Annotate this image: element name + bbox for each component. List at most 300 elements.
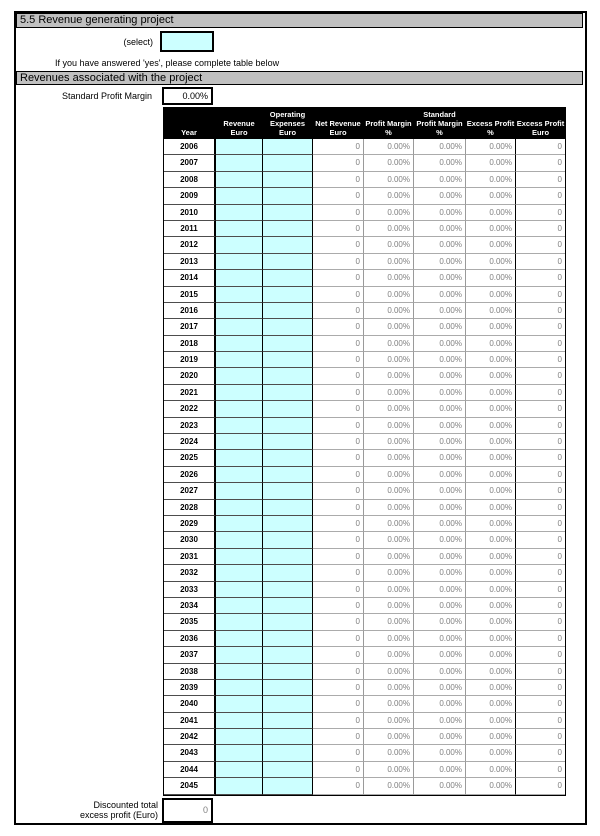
net-revenue-cell: 0 bbox=[313, 713, 364, 729]
profit-margin-cell: 0.00% bbox=[364, 401, 414, 417]
profit-margin-cell: 0.00% bbox=[364, 516, 414, 532]
operating-expenses-input-cell[interactable] bbox=[263, 336, 313, 352]
year-cell: 2033 bbox=[164, 582, 216, 598]
excess-profit-euro-cell: 0 bbox=[516, 778, 565, 794]
revenue-input-cell[interactable] bbox=[216, 450, 263, 466]
table-row bbox=[164, 664, 565, 680]
excess-profit-pct-cell: 0.00% bbox=[466, 336, 516, 352]
excess-profit-euro-cell: 0 bbox=[516, 139, 565, 155]
standard-profit-margin-cell: 0.00% bbox=[414, 516, 466, 532]
standard-profit-margin-cell: 0.00% bbox=[414, 614, 466, 630]
operating-expenses-input-cell[interactable] bbox=[263, 532, 313, 548]
excess-profit-pct-cell: 0.00% bbox=[466, 188, 516, 204]
operating-expenses-input-cell[interactable] bbox=[263, 172, 313, 188]
revenue-input-cell[interactable] bbox=[216, 647, 263, 663]
standard-profit-margin-cell: 0.00% bbox=[414, 319, 466, 335]
revenue-input-cell[interactable] bbox=[216, 237, 263, 253]
profit-margin-cell: 0.00% bbox=[364, 696, 414, 712]
profit-margin-cell: 0.00% bbox=[364, 450, 414, 466]
profit-margin-cell: 0.00% bbox=[364, 549, 414, 565]
excess-profit-euro-cell: 0 bbox=[516, 434, 565, 450]
column-header-operating-expenses: Operating Expenses Euro bbox=[263, 107, 313, 139]
revenue-input-cell[interactable] bbox=[216, 729, 263, 745]
revenue-input-cell[interactable] bbox=[216, 139, 263, 155]
revenue-input-cell[interactable] bbox=[216, 762, 263, 778]
table-row bbox=[164, 565, 565, 581]
excess-profit-euro-cell: 0 bbox=[516, 188, 565, 204]
operating-expenses-input-cell[interactable] bbox=[263, 418, 313, 434]
excess-profit-euro-cell: 0 bbox=[516, 483, 565, 499]
net-revenue-cell: 0 bbox=[313, 368, 364, 384]
year-cell: 2041 bbox=[164, 713, 216, 729]
net-revenue-cell: 0 bbox=[313, 467, 364, 483]
excess-profit-pct-cell: 0.00% bbox=[466, 696, 516, 712]
excess-profit-euro-cell: 0 bbox=[516, 598, 565, 614]
net-revenue-cell: 0 bbox=[313, 237, 364, 253]
column-header-excess-profit-pct: Excess Profit % bbox=[466, 107, 516, 139]
standard-profit-margin-cell: 0.00% bbox=[414, 139, 466, 155]
year-cell: 2030 bbox=[164, 532, 216, 548]
table-row bbox=[164, 319, 565, 335]
year-cell: 2022 bbox=[164, 401, 216, 417]
profit-margin-cell: 0.00% bbox=[364, 287, 414, 303]
table-row bbox=[164, 352, 565, 368]
table-row bbox=[164, 582, 565, 598]
profit-margin-cell: 0.00% bbox=[364, 270, 414, 286]
excess-profit-pct-cell: 0.00% bbox=[466, 532, 516, 548]
revenue-input-cell[interactable] bbox=[216, 549, 263, 565]
year-cell: 2042 bbox=[164, 729, 216, 745]
standard-profit-margin-cell: 0.00% bbox=[414, 549, 466, 565]
year-cell: 2018 bbox=[164, 336, 216, 352]
revenue-input-cell[interactable] bbox=[216, 287, 263, 303]
excess-profit-euro-cell: 0 bbox=[516, 614, 565, 630]
excess-profit-euro-cell: 0 bbox=[516, 500, 565, 516]
excess-profit-pct-cell: 0.00% bbox=[466, 352, 516, 368]
net-revenue-cell: 0 bbox=[313, 532, 364, 548]
net-revenue-cell: 0 bbox=[313, 565, 364, 581]
standard-profit-margin-cell: 0.00% bbox=[414, 565, 466, 581]
net-revenue-cell: 0 bbox=[313, 352, 364, 368]
operating-expenses-input-cell[interactable] bbox=[263, 401, 313, 417]
profit-margin-cell: 0.00% bbox=[364, 598, 414, 614]
operating-expenses-input-cell[interactable] bbox=[263, 762, 313, 778]
revenue-input-cell[interactable] bbox=[216, 713, 263, 729]
standard-profit-margin-cell: 0.00% bbox=[414, 483, 466, 499]
standard-profit-margin-cell: 0.00% bbox=[414, 450, 466, 466]
operating-expenses-input-cell[interactable] bbox=[263, 565, 313, 581]
revenue-input-cell[interactable] bbox=[216, 172, 263, 188]
table-row bbox=[164, 762, 565, 778]
excess-profit-pct-cell: 0.00% bbox=[466, 467, 516, 483]
net-revenue-cell: 0 bbox=[313, 500, 364, 516]
excess-profit-pct-cell: 0.00% bbox=[466, 516, 516, 532]
discounted-total-value: 0 bbox=[162, 798, 213, 823]
revenue-input-cell[interactable] bbox=[216, 565, 263, 581]
excess-profit-pct-cell: 0.00% bbox=[466, 664, 516, 680]
profit-margin-cell: 0.00% bbox=[364, 467, 414, 483]
excess-profit-euro-cell: 0 bbox=[516, 664, 565, 680]
standard-profit-margin-cell: 0.00% bbox=[414, 762, 466, 778]
standard-profit-margin-cell: 0.00% bbox=[414, 631, 466, 647]
operating-expenses-input-cell[interactable] bbox=[263, 778, 313, 794]
standard-profit-margin-cell: 0.00% bbox=[414, 729, 466, 745]
profit-margin-cell: 0.00% bbox=[364, 500, 414, 516]
year-cell: 2009 bbox=[164, 188, 216, 204]
standard-profit-margin-cell: 0.00% bbox=[414, 467, 466, 483]
table-row bbox=[164, 385, 565, 401]
profit-margin-cell: 0.00% bbox=[364, 172, 414, 188]
excess-profit-pct-cell: 0.00% bbox=[466, 270, 516, 286]
excess-profit-pct-cell: 0.00% bbox=[466, 237, 516, 253]
revenue-input-cell[interactable] bbox=[216, 188, 263, 204]
standard-profit-margin-cell: 0.00% bbox=[414, 303, 466, 319]
standard-profit-margin-cell: 0.00% bbox=[414, 647, 466, 663]
operating-expenses-input-cell[interactable] bbox=[263, 664, 313, 680]
net-revenue-cell: 0 bbox=[313, 385, 364, 401]
revenue-input-cell[interactable] bbox=[216, 385, 263, 401]
profit-margin-cell: 0.00% bbox=[364, 647, 414, 663]
operating-expenses-input-cell[interactable] bbox=[263, 434, 313, 450]
operating-expenses-input-cell[interactable] bbox=[263, 696, 313, 712]
operating-expenses-input-cell[interactable] bbox=[263, 237, 313, 253]
profit-margin-cell: 0.00% bbox=[364, 221, 414, 237]
excess-profit-pct-cell: 0.00% bbox=[466, 385, 516, 401]
revenue-input-cell[interactable] bbox=[216, 155, 263, 171]
year-cell: 2010 bbox=[164, 205, 216, 221]
table-row bbox=[164, 254, 565, 270]
profit-margin-cell: 0.00% bbox=[364, 254, 414, 270]
standard-profit-margin-cell: 0.00% bbox=[414, 434, 466, 450]
excess-profit-pct-cell: 0.00% bbox=[466, 139, 516, 155]
standard-profit-margin-cell: 0.00% bbox=[414, 155, 466, 171]
table-row bbox=[164, 336, 565, 352]
profit-margin-cell: 0.00% bbox=[364, 319, 414, 335]
net-revenue-cell: 0 bbox=[313, 434, 364, 450]
net-revenue-cell: 0 bbox=[313, 287, 364, 303]
table-row bbox=[164, 647, 565, 663]
revenue-input-cell[interactable] bbox=[216, 434, 263, 450]
operating-expenses-input-cell[interactable] bbox=[263, 188, 313, 204]
standard-profit-margin-cell: 0.00% bbox=[414, 713, 466, 729]
select-input[interactable] bbox=[160, 31, 214, 52]
revenue-input-cell[interactable] bbox=[216, 631, 263, 647]
operating-expenses-input-cell[interactable] bbox=[263, 205, 313, 221]
excess-profit-pct-cell: 0.00% bbox=[466, 303, 516, 319]
profit-margin-cell: 0.00% bbox=[364, 139, 414, 155]
year-cell: 2012 bbox=[164, 237, 216, 253]
standard-profit-margin-cell: 0.00% bbox=[414, 680, 466, 696]
revenue-input-cell[interactable] bbox=[216, 664, 263, 680]
excess-profit-pct-cell: 0.00% bbox=[466, 401, 516, 417]
excess-profit-pct-cell: 0.00% bbox=[466, 205, 516, 221]
excess-profit-pct-cell: 0.00% bbox=[466, 155, 516, 171]
standard-profit-margin-cell: 0.00% bbox=[414, 696, 466, 712]
profit-margin-cell: 0.00% bbox=[364, 483, 414, 499]
excess-profit-pct-cell: 0.00% bbox=[466, 598, 516, 614]
revenue-input-cell[interactable] bbox=[216, 254, 263, 270]
revenue-input-cell[interactable] bbox=[216, 352, 263, 368]
year-cell: 2031 bbox=[164, 549, 216, 565]
profit-margin-cell: 0.00% bbox=[364, 336, 414, 352]
year-cell: 2014 bbox=[164, 270, 216, 286]
column-header-profit-margin: Profit Margin % bbox=[364, 107, 414, 139]
profit-margin-cell: 0.00% bbox=[364, 762, 414, 778]
operating-expenses-input-cell[interactable] bbox=[263, 254, 313, 270]
table-row bbox=[164, 450, 565, 466]
standard-profit-margin-label: Standard Profit Margin bbox=[61, 91, 152, 101]
standard-profit-margin-cell: 0.00% bbox=[414, 172, 466, 188]
excess-profit-pct-cell: 0.00% bbox=[466, 680, 516, 696]
excess-profit-euro-cell: 0 bbox=[516, 155, 565, 171]
column-header-excess-profit-euro: Excess Profit Euro bbox=[516, 119, 565, 137]
excess-profit-euro-cell: 0 bbox=[516, 549, 565, 565]
excess-profit-euro-cell: 0 bbox=[516, 680, 565, 696]
net-revenue-cell: 0 bbox=[313, 549, 364, 565]
operating-expenses-input-cell[interactable] bbox=[263, 139, 313, 155]
excess-profit-euro-cell: 0 bbox=[516, 254, 565, 270]
profit-margin-cell: 0.00% bbox=[364, 532, 414, 548]
excess-profit-euro-cell: 0 bbox=[516, 401, 565, 417]
table-row bbox=[164, 434, 565, 450]
excess-profit-pct-cell: 0.00% bbox=[466, 500, 516, 516]
net-revenue-cell: 0 bbox=[313, 303, 364, 319]
standard-profit-margin-cell: 0.00% bbox=[414, 664, 466, 680]
net-revenue-cell: 0 bbox=[313, 631, 364, 647]
net-revenue-cell: 0 bbox=[313, 598, 364, 614]
table-row bbox=[164, 287, 565, 303]
excess-profit-pct-cell: 0.00% bbox=[466, 418, 516, 434]
excess-profit-euro-cell: 0 bbox=[516, 270, 565, 286]
profit-margin-cell: 0.00% bbox=[364, 664, 414, 680]
operating-expenses-input-cell[interactable] bbox=[263, 614, 313, 630]
revenue-input-cell[interactable] bbox=[216, 516, 263, 532]
standard-profit-margin-cell: 0.00% bbox=[414, 221, 466, 237]
table-row bbox=[164, 680, 565, 696]
operating-expenses-input-cell[interactable] bbox=[263, 516, 313, 532]
excess-profit-pct-cell: 0.00% bbox=[466, 631, 516, 647]
revenue-input-cell[interactable] bbox=[216, 598, 263, 614]
operating-expenses-input-cell[interactable] bbox=[263, 287, 313, 303]
net-revenue-cell: 0 bbox=[313, 270, 364, 286]
profit-margin-cell: 0.00% bbox=[364, 680, 414, 696]
year-cell: 2032 bbox=[164, 565, 216, 581]
year-cell: 2045 bbox=[164, 778, 216, 794]
table-body bbox=[164, 139, 565, 795]
excess-profit-euro-cell: 0 bbox=[516, 582, 565, 598]
select-label: (select) bbox=[123, 37, 153, 47]
revenue-input-cell[interactable] bbox=[216, 319, 263, 335]
revenue-input-cell[interactable] bbox=[216, 696, 263, 712]
operating-expenses-input-cell[interactable] bbox=[263, 352, 313, 368]
revenues-table bbox=[163, 107, 566, 796]
year-cell: 2023 bbox=[164, 418, 216, 434]
net-revenue-cell: 0 bbox=[313, 450, 364, 466]
excess-profit-pct-cell: 0.00% bbox=[466, 729, 516, 745]
operating-expenses-input-cell[interactable] bbox=[263, 500, 313, 516]
column-header-year: Year bbox=[164, 107, 216, 139]
profit-margin-cell: 0.00% bbox=[364, 303, 414, 319]
net-revenue-cell: 0 bbox=[313, 516, 364, 532]
excess-profit-euro-cell: 0 bbox=[516, 467, 565, 483]
excess-profit-pct-cell: 0.00% bbox=[466, 762, 516, 778]
net-revenue-cell: 0 bbox=[313, 155, 364, 171]
operating-expenses-input-cell[interactable] bbox=[263, 467, 313, 483]
profit-margin-cell: 0.00% bbox=[364, 205, 414, 221]
excess-profit-pct-cell: 0.00% bbox=[466, 778, 516, 794]
standard-profit-margin-cell: 0.00% bbox=[414, 287, 466, 303]
table-row bbox=[164, 614, 565, 630]
year-cell: 2016 bbox=[164, 303, 216, 319]
table-row bbox=[164, 188, 565, 204]
standard-profit-margin-cell: 0.00% bbox=[414, 418, 466, 434]
table-row bbox=[164, 745, 565, 761]
revenue-input-cell[interactable] bbox=[216, 368, 263, 384]
revenue-input-cell[interactable] bbox=[216, 614, 263, 630]
net-revenue-cell: 0 bbox=[313, 172, 364, 188]
operating-expenses-input-cell[interactable] bbox=[263, 303, 313, 319]
net-revenue-cell: 0 bbox=[313, 582, 364, 598]
operating-expenses-input-cell[interactable] bbox=[263, 631, 313, 647]
excess-profit-euro-cell: 0 bbox=[516, 237, 565, 253]
operating-expenses-input-cell[interactable] bbox=[263, 745, 313, 761]
operating-expenses-input-cell[interactable] bbox=[263, 319, 313, 335]
table-row bbox=[164, 368, 565, 384]
revenue-input-cell[interactable] bbox=[216, 745, 263, 761]
revenue-input-cell[interactable] bbox=[216, 778, 263, 794]
standard-profit-margin-input[interactable]: 0.00% bbox=[162, 87, 213, 105]
year-cell: 2019 bbox=[164, 352, 216, 368]
column-header-revenue: Revenue Euro bbox=[216, 107, 263, 139]
excess-profit-euro-cell: 0 bbox=[516, 631, 565, 647]
excess-profit-pct-cell: 0.00% bbox=[466, 713, 516, 729]
net-revenue-cell: 0 bbox=[313, 664, 364, 680]
table-row bbox=[164, 516, 565, 532]
net-revenue-cell: 0 bbox=[313, 680, 364, 696]
profit-margin-cell: 0.00% bbox=[364, 582, 414, 598]
table-row bbox=[164, 418, 565, 434]
profit-margin-cell: 0.00% bbox=[364, 155, 414, 171]
excess-profit-pct-cell: 0.00% bbox=[466, 565, 516, 581]
operating-expenses-input-cell[interactable] bbox=[263, 647, 313, 663]
excess-profit-euro-cell: 0 bbox=[516, 418, 565, 434]
revenue-input-cell[interactable] bbox=[216, 270, 263, 286]
revenue-input-cell[interactable] bbox=[216, 401, 263, 417]
operating-expenses-input-cell[interactable] bbox=[263, 549, 313, 565]
revenue-input-cell[interactable] bbox=[216, 303, 263, 319]
standard-profit-margin-cell: 0.00% bbox=[414, 582, 466, 598]
table-row bbox=[164, 778, 565, 794]
operating-expenses-input-cell[interactable] bbox=[263, 598, 313, 614]
operating-expenses-input-cell[interactable] bbox=[263, 368, 313, 384]
operating-expenses-input-cell[interactable] bbox=[263, 680, 313, 696]
standard-profit-margin-cell: 0.00% bbox=[414, 401, 466, 417]
excess-profit-pct-cell: 0.00% bbox=[466, 368, 516, 384]
revenue-input-cell[interactable] bbox=[216, 582, 263, 598]
profit-margin-cell: 0.00% bbox=[364, 713, 414, 729]
revenue-input-cell[interactable] bbox=[216, 336, 263, 352]
profit-margin-cell: 0.00% bbox=[364, 434, 414, 450]
year-cell: 2028 bbox=[164, 500, 216, 516]
net-revenue-cell: 0 bbox=[313, 319, 364, 335]
profit-margin-cell: 0.00% bbox=[364, 385, 414, 401]
excess-profit-euro-cell: 0 bbox=[516, 172, 565, 188]
operating-expenses-input-cell[interactable] bbox=[263, 483, 313, 499]
operating-expenses-input-cell[interactable] bbox=[263, 385, 313, 401]
net-revenue-cell: 0 bbox=[313, 254, 364, 270]
excess-profit-pct-cell: 0.00% bbox=[466, 254, 516, 270]
year-cell: 2020 bbox=[164, 368, 216, 384]
operating-expenses-input-cell[interactable] bbox=[263, 221, 313, 237]
standard-profit-margin-cell: 0.00% bbox=[414, 205, 466, 221]
standard-profit-margin-cell: 0.00% bbox=[414, 352, 466, 368]
year-cell: 2021 bbox=[164, 385, 216, 401]
net-revenue-cell: 0 bbox=[313, 614, 364, 630]
excess-profit-pct-cell: 0.00% bbox=[466, 221, 516, 237]
year-cell: 2011 bbox=[164, 221, 216, 237]
excess-profit-euro-cell: 0 bbox=[516, 647, 565, 663]
table-row bbox=[164, 631, 565, 647]
operating-expenses-input-cell[interactable] bbox=[263, 155, 313, 171]
excess-profit-pct-cell: 0.00% bbox=[466, 172, 516, 188]
standard-profit-margin-cell: 0.00% bbox=[414, 745, 466, 761]
operating-expenses-input-cell[interactable] bbox=[263, 713, 313, 729]
net-revenue-cell: 0 bbox=[313, 778, 364, 794]
profit-margin-cell: 0.00% bbox=[364, 352, 414, 368]
net-revenue-cell: 0 bbox=[313, 483, 364, 499]
table-row bbox=[164, 270, 565, 286]
operating-expenses-input-cell[interactable] bbox=[263, 270, 313, 286]
net-revenue-cell: 0 bbox=[313, 139, 364, 155]
year-cell: 2035 bbox=[164, 614, 216, 630]
standard-profit-margin-cell: 0.00% bbox=[414, 270, 466, 286]
net-revenue-cell: 0 bbox=[313, 221, 364, 237]
year-cell: 2015 bbox=[164, 287, 216, 303]
revenue-input-cell[interactable] bbox=[216, 418, 263, 434]
table-row bbox=[164, 598, 565, 614]
operating-expenses-input-cell[interactable] bbox=[263, 450, 313, 466]
revenue-input-cell[interactable] bbox=[216, 500, 263, 516]
year-cell: 2013 bbox=[164, 254, 216, 270]
excess-profit-euro-cell: 0 bbox=[516, 713, 565, 729]
excess-profit-pct-cell: 0.00% bbox=[466, 582, 516, 598]
revenue-input-cell[interactable] bbox=[216, 467, 263, 483]
profit-margin-cell: 0.00% bbox=[364, 565, 414, 581]
revenue-input-cell[interactable] bbox=[216, 483, 263, 499]
net-revenue-cell: 0 bbox=[313, 205, 364, 221]
revenue-input-cell[interactable] bbox=[216, 205, 263, 221]
standard-profit-margin-cell: 0.00% bbox=[414, 237, 466, 253]
excess-profit-euro-cell: 0 bbox=[516, 336, 565, 352]
excess-profit-euro-cell: 0 bbox=[516, 762, 565, 778]
revenue-input-cell[interactable] bbox=[216, 532, 263, 548]
revenue-input-cell[interactable] bbox=[216, 680, 263, 696]
year-cell: 2017 bbox=[164, 319, 216, 335]
table-row bbox=[164, 729, 565, 745]
revenue-input-cell[interactable] bbox=[216, 221, 263, 237]
standard-profit-margin-cell: 0.00% bbox=[414, 778, 466, 794]
excess-profit-euro-cell: 0 bbox=[516, 368, 565, 384]
profit-margin-cell: 0.00% bbox=[364, 237, 414, 253]
operating-expenses-input-cell[interactable] bbox=[263, 582, 313, 598]
operating-expenses-input-cell[interactable] bbox=[263, 729, 313, 745]
table-row bbox=[164, 467, 565, 483]
excess-profit-pct-cell: 0.00% bbox=[466, 483, 516, 499]
net-revenue-cell: 0 bbox=[313, 762, 364, 778]
excess-profit-euro-cell: 0 bbox=[516, 450, 565, 466]
table-row bbox=[164, 303, 565, 319]
excess-profit-euro-cell: 0 bbox=[516, 352, 565, 368]
